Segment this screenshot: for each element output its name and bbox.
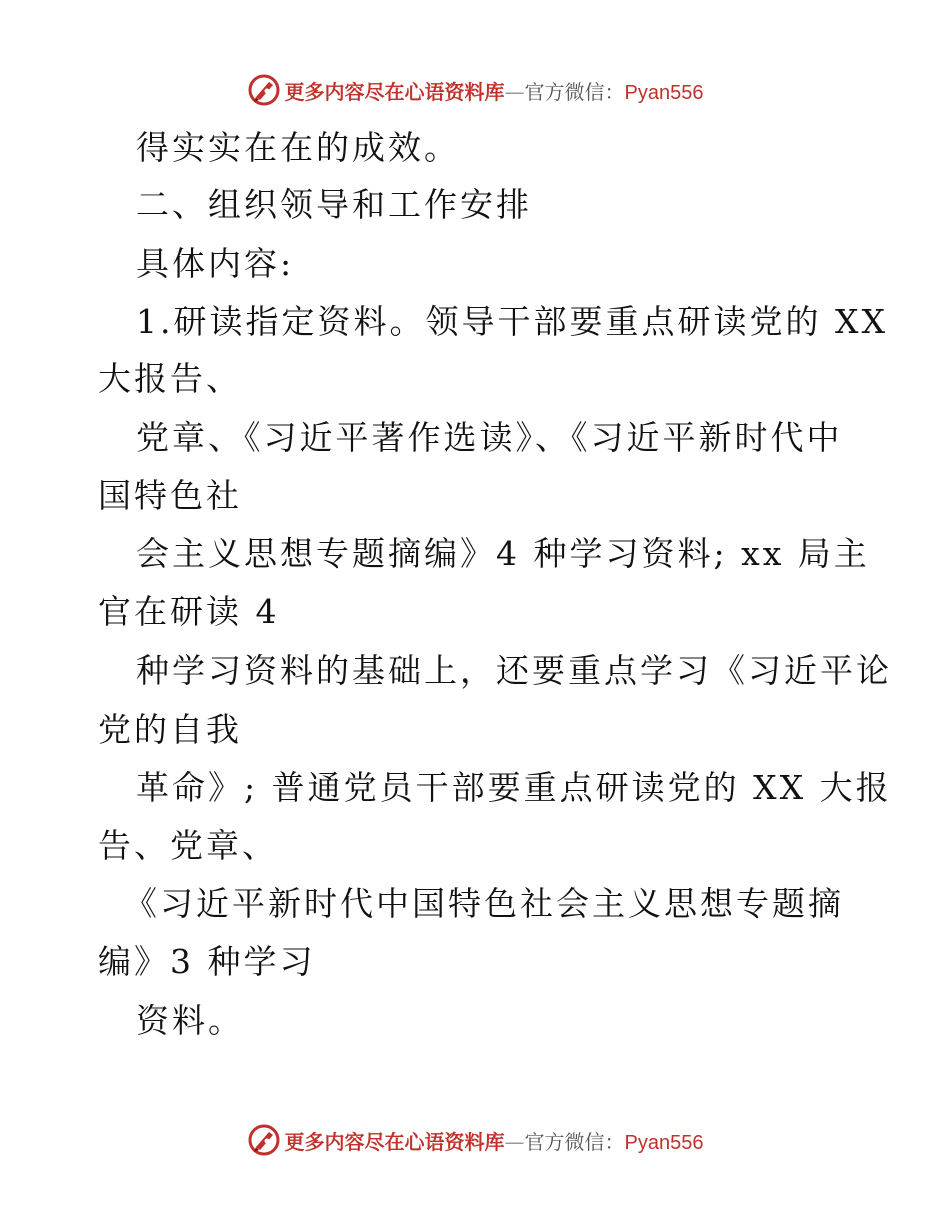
header-watermark — [0, 72, 950, 108]
watermark-label: 官方微信： — [524, 1129, 625, 1154]
paragraph-line: 会主义思想专题摘编》4 种学习资料; xx 局主 — [136, 534, 870, 573]
paragraph-line: 编》3 种学习 — [98, 942, 316, 981]
pen-logo-icon — [247, 73, 281, 107]
paragraph-line: 党的自我 — [98, 710, 242, 749]
paragraph-line: 《习近平新时代中国特色社会主义思想专题摘 — [124, 884, 844, 923]
watermark-label: 官方微信： — [524, 79, 625, 104]
paragraph-line: 具体内容: — [136, 244, 295, 283]
watermark-account: Pyan556 — [624, 81, 704, 104]
paragraph-line: 党章、《习近平著作选读》、《习近平新时代中 — [136, 418, 843, 457]
watermark-site: 更多内容尽在心语资料库 — [284, 79, 505, 104]
watermark-site: 更多内容尽在心语资料库 — [284, 1129, 505, 1154]
pen-logo-icon — [247, 1123, 281, 1157]
paragraph-line: 1.研读指定资料。领导干部要重点研读党的 XX — [136, 302, 888, 341]
paragraph-line: 种学习资料的基础上，还要重点学习《习近平论 — [136, 651, 892, 690]
paragraph-line: 告、党章、 — [98, 826, 278, 865]
paragraph-line: 革命》; 普通党员干部要重点研读党的 XX 大报 — [136, 768, 892, 807]
watermark-separator: — — [504, 79, 525, 104]
footer-watermark — [0, 1122, 950, 1158]
section-heading: 二、组织领导和工作安排 — [136, 185, 532, 224]
watermark-separator: — — [504, 1129, 525, 1154]
paragraph-line: 国特色社 — [98, 476, 242, 515]
paragraph-line: 官在研读 4 — [98, 592, 280, 631]
watermark-account: Pyan556 — [624, 1131, 704, 1154]
paragraph-line: 资料。 — [136, 1001, 244, 1040]
watermark-text — [285, 1126, 704, 1155]
watermark-text — [285, 76, 704, 105]
paragraph-line: 得实实在在的成效。 — [136, 128, 460, 167]
paragraph-line: 大报告、 — [98, 359, 242, 398]
